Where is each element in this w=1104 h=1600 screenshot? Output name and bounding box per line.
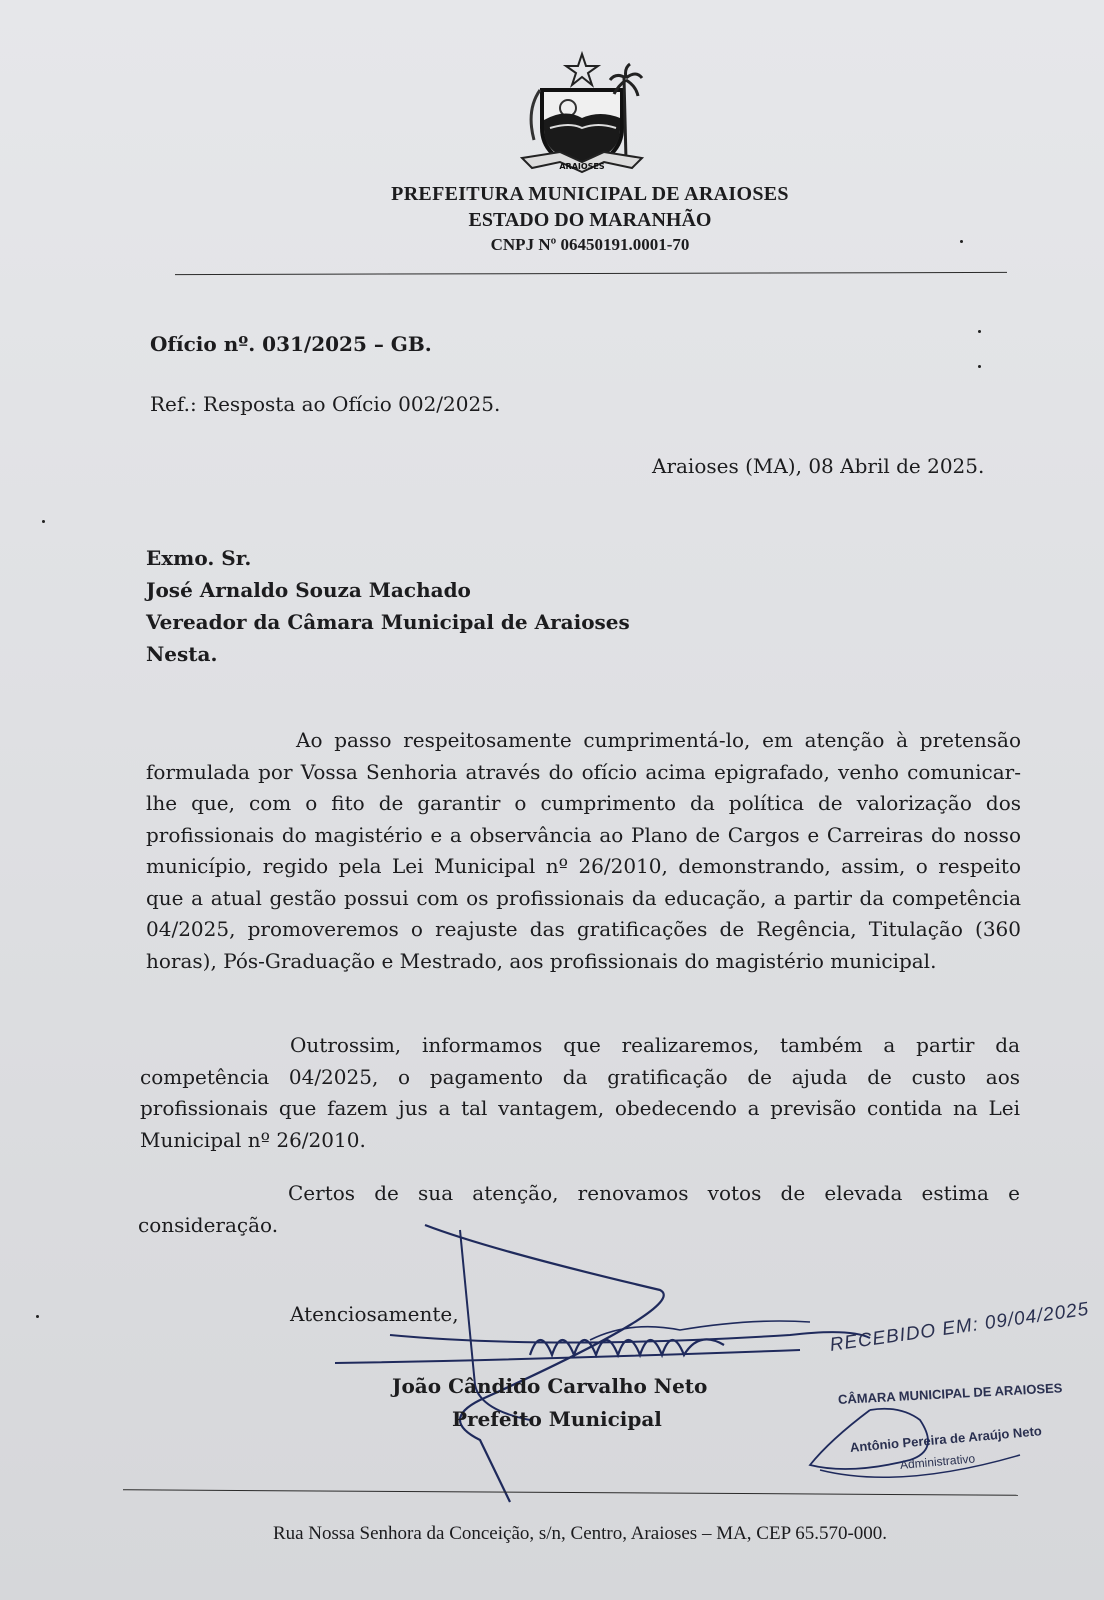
receipt-institution: CÂMARA MUNICIPAL DE ARAIOSES xyxy=(837,1380,1063,1407)
municipal-crest-icon xyxy=(520,50,650,180)
body-paragraph-2: Outrossim, informamos que realizaremos, também a partir da competência 04/2025, o pagamento da gratificação de ajuda de custo aos profissionais que fazem jus a tal vantagem, obedecendo a previsão contida na Lei Municipal nº 26/2010. xyxy=(140,1033,1020,1152)
scan-speck xyxy=(42,520,45,523)
reference-line: Ref.: Resposta ao Ofício 002/2025. xyxy=(150,392,501,416)
recipient-nesta: Nesta. xyxy=(146,642,218,666)
receipt-person: Antônio Pereira de Araújo Neto xyxy=(849,1423,1043,1455)
header-estado: ESTADO DO MARANHÃO xyxy=(468,209,712,231)
header-divider xyxy=(175,272,1007,275)
scan-speck xyxy=(36,1315,39,1318)
receipt-initials xyxy=(790,1400,1070,1500)
recipient-salutation: Exmo. Sr. xyxy=(146,546,252,570)
header-prefeitura: PREFEITURA MUNICIPAL DE ARAIOSES xyxy=(391,183,789,205)
date-place: Araioses (MA), 08 Abril de 2025. xyxy=(652,454,985,478)
scan-speck xyxy=(960,240,963,243)
footer-address: Rua Nossa Senhora da Conceição, s/n, Centro, Araioses – MA, CEP 65.570-000. xyxy=(272,1523,888,1544)
body-paragraph-3: Certos de sua atenção, renovamos votos de elevada estima e consideração. xyxy=(138,1181,1020,1237)
receipt-handwritten-date: RECEBIDO EM: 09/04/2025 xyxy=(828,1298,1091,1356)
recipient-name: José Arnaldo Souza Machado xyxy=(146,578,471,602)
recipient-role: Vereador da Câmara Municipal de Araioses xyxy=(146,610,630,634)
scan-speck xyxy=(978,365,981,368)
body-paragraph-1: Ao passo respeitosamente cumprimentá-lo, em atenção à pretensão formulada por Vossa Senhoria através do ofício acima epigrafado, venho comunicar-lhe que, com o fito de garantir o cumprimento da política de valorização dos profissionais do magistério e a observância ao Plano de Cargos e Carreiras do nosso município, regido pela Lei Municipal nº 26/2010, demonstrando, assim, o respeito que a atual gestão possui com os profissionais da educação, a partir da competência 04/2025, promoveremos o reajuste das gratificações de Regência, Titulação (360 horas), Pós-Graduação e Mestrado, aos profissionais do magistério municipal. xyxy=(146,728,1021,973)
oficio-number: Ofício nº. 031/2025 – GB. xyxy=(150,332,432,356)
closing: Atenciosamente, xyxy=(290,1302,459,1326)
header-cnpj: CNPJ Nº 06450191.0001-70 xyxy=(490,235,690,254)
signatory-name: João Cândido Carvalho Neto xyxy=(392,1374,708,1398)
receipt-role: Administrativo xyxy=(899,1451,976,1472)
svg-text:ARAIOSES: ARAIOSES xyxy=(559,162,605,171)
signatory-title: Prefeito Municipal xyxy=(452,1407,662,1431)
scan-speck xyxy=(978,330,981,333)
